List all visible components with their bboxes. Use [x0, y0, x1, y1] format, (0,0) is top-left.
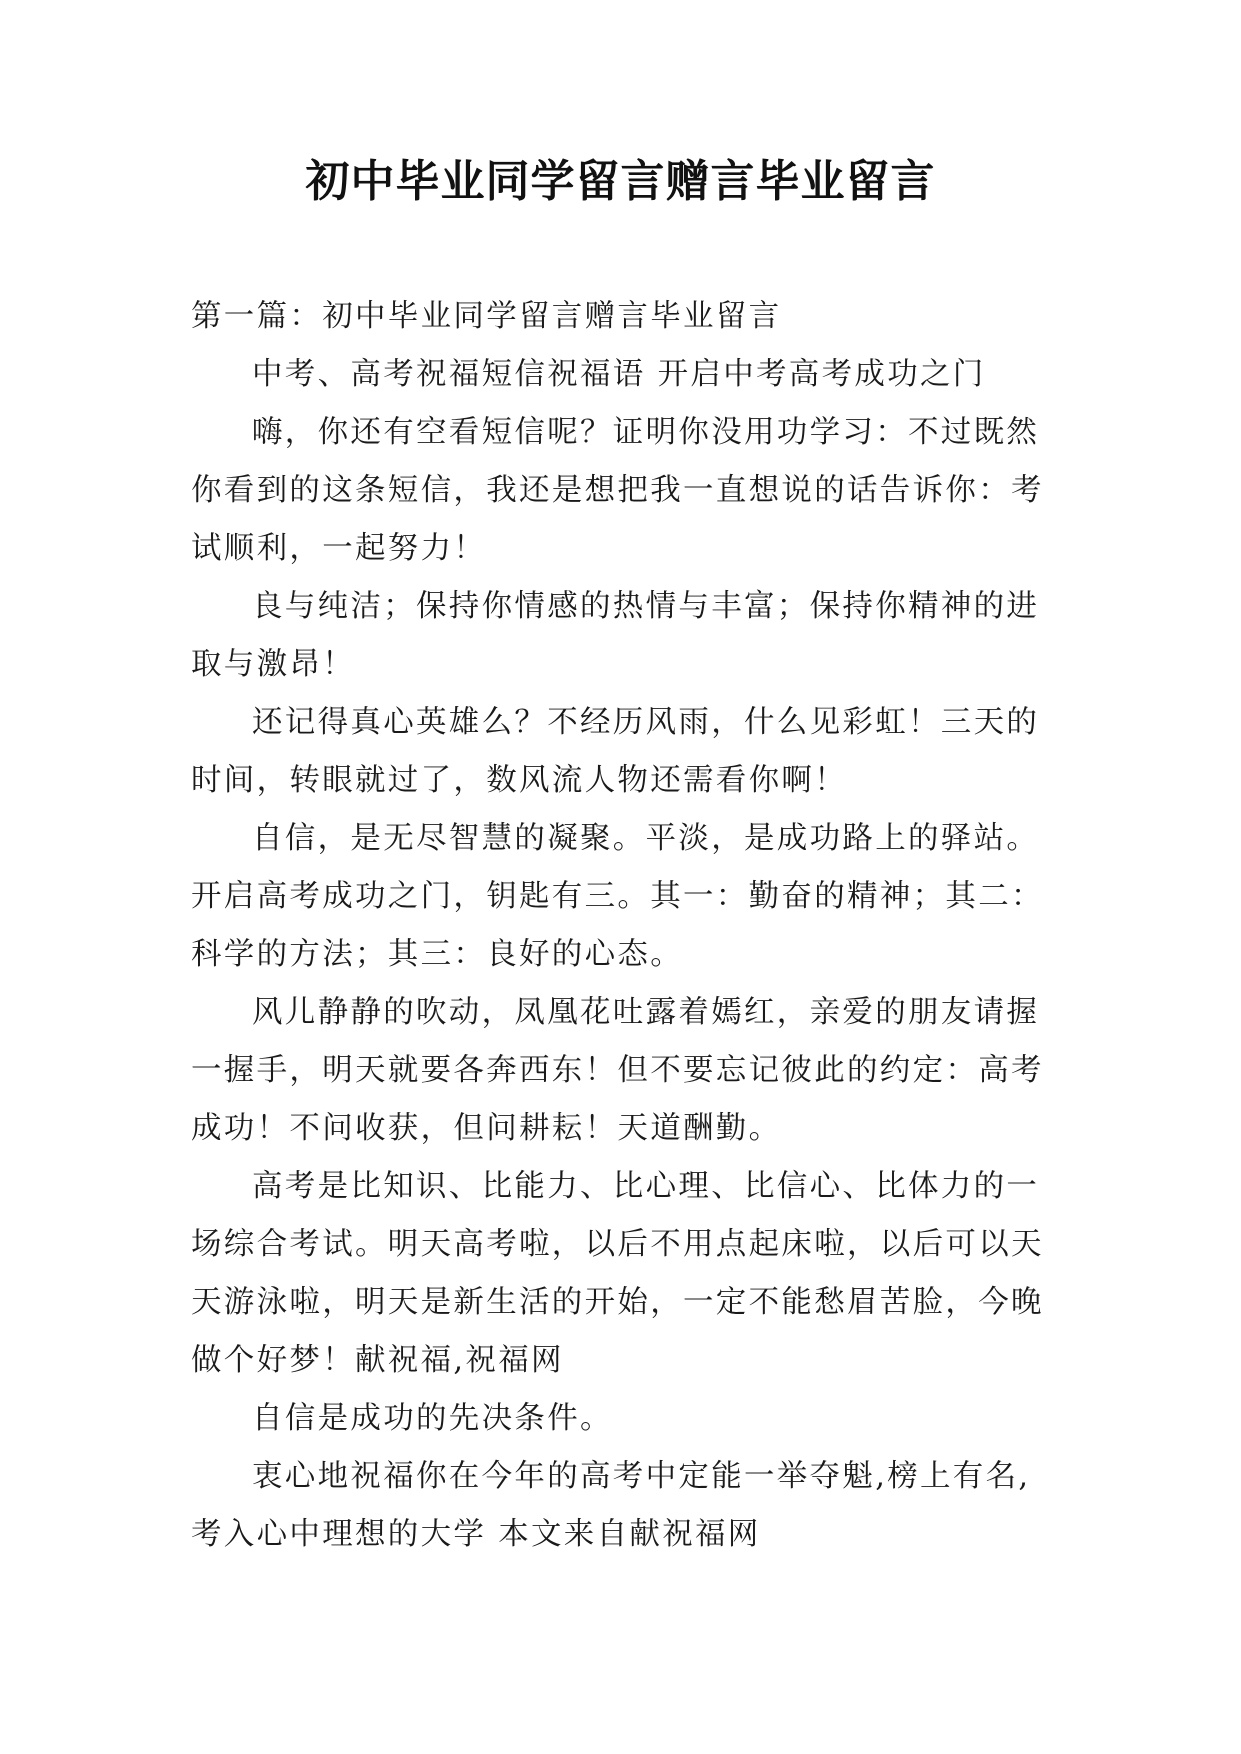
document-title: 初中毕业同学留言赠言毕业留言 — [305, 156, 936, 207]
paragraph: 衷心地祝福你在今年的高考中定能一举夺魁,榜上有名,考入心中理想的大学 本文来自献祝福网 — [191, 1459, 1031, 1552]
paragraph: 自信，是无尽智慧的凝聚。平淡，是成功路上的驿站。开启高考成功之门，钥匙有三。其一：勤奋的精神；其二：科学的方法；其三：良好的心态。 — [191, 821, 1044, 972]
paragraph: 良与纯洁；保持你情感的热情与丰富；保持你精神的进取与激昂！ — [191, 589, 1040, 682]
paragraph: 第一篇：初中毕业同学留言赠言毕业留言 — [191, 299, 782, 334]
paragraph: 自信是成功的先决条件。 — [252, 1401, 613, 1436]
paragraph: 还记得真心英雄么？不经历风雨，什么见彩虹！三天的时间，转眼就过了，数风流人物还需看你啊！ — [191, 705, 1040, 798]
document-body — [191, 288, 1058, 1564]
paragraph: 嗨，你还有空看短信呢？证明你没用功学习：不过既然你看到的这条短信，我还是想把我一直想说的话告诉你：考试顺利，一起努力！ — [191, 415, 1044, 566]
paragraph: 高考是比知识、比能力、比心理、比信心、比体力的一场综合考试。明天高考啦，以后不用点起床啦，以后可以天天游泳啦，明天是新生活的开始，一定不能愁眉苦脸，今晚做个好梦！献祝福,祝福网 — [191, 1169, 1044, 1378]
paragraph: 风儿静静的吹动，凤凰花吐露着嫣红，亲爱的朋友请握一握手，明天就要各奔西东！但不要忘记彼此的约定：高考成功！不问收获，但问耕耘！天道酬勤。 — [191, 995, 1044, 1146]
paragraph: 中考、高考祝福短信祝福语 开启中考高考成功之门 — [252, 357, 986, 392]
